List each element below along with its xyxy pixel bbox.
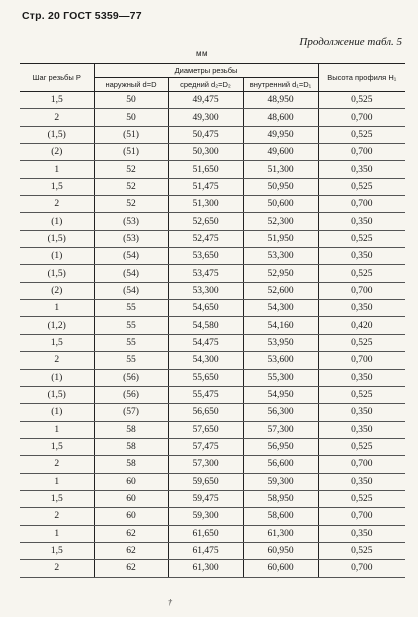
- cell-middle-diameter: 57,475: [168, 438, 243, 455]
- cell-outer-diameter: 55: [94, 300, 168, 317]
- cell-middle-diameter: 54,650: [168, 300, 243, 317]
- cell-outer-diameter: (54): [94, 282, 168, 299]
- cell-middle-diameter: 53,475: [168, 265, 243, 282]
- cell-profile-height: 0,700: [318, 109, 405, 126]
- cell-outer-diameter: (54): [94, 265, 168, 282]
- cell-inner-diameter: 48,600: [243, 109, 318, 126]
- cell-profile-height: 0,350: [318, 300, 405, 317]
- table-row: [20, 265, 405, 282]
- cell-inner-diameter: 60,600: [243, 560, 318, 577]
- table-continuation-label: Продолжение табл. 5: [299, 36, 402, 48]
- cell-outer-diameter: 50: [94, 109, 168, 126]
- cell-inner-diameter: 54,950: [243, 386, 318, 403]
- table-row: [20, 334, 405, 351]
- cell-middle-diameter: 50,475: [168, 126, 243, 143]
- cell-outer-diameter: (53): [94, 230, 168, 247]
- cell-pitch: 1,5: [20, 542, 94, 559]
- cell-inner-diameter: 52,300: [243, 213, 318, 230]
- cell-pitch: (1,5): [20, 386, 94, 403]
- cell-middle-diameter: 61,475: [168, 542, 243, 559]
- cell-middle-diameter: 57,650: [168, 421, 243, 438]
- cell-middle-diameter: 54,580: [168, 317, 243, 334]
- cell-middle-diameter: 51,650: [168, 161, 243, 178]
- table-row: [20, 196, 405, 213]
- table-row: [20, 92, 405, 109]
- table-row: [20, 317, 405, 334]
- cell-middle-diameter: 55,650: [168, 369, 243, 386]
- cell-middle-diameter: 53,650: [168, 248, 243, 265]
- cell-pitch: 1: [20, 421, 94, 438]
- header-inner-diameter: внутренний d₁=D₁: [243, 78, 318, 92]
- table-row: [20, 438, 405, 455]
- cell-outer-diameter: 52: [94, 161, 168, 178]
- cell-pitch: 1,5: [20, 438, 94, 455]
- cell-inner-diameter: 52,600: [243, 282, 318, 299]
- cell-pitch: 2: [20, 560, 94, 577]
- cell-pitch: 1: [20, 300, 94, 317]
- cell-pitch: 2: [20, 196, 94, 213]
- thread-dimensions-table: [20, 63, 405, 578]
- cell-outer-diameter: 58: [94, 456, 168, 473]
- cell-middle-diameter: 52,475: [168, 230, 243, 247]
- cell-profile-height: 0,700: [318, 560, 405, 577]
- page-header: [22, 6, 402, 48]
- cell-outer-diameter: (54): [94, 248, 168, 265]
- cell-pitch: (1,5): [20, 126, 94, 143]
- table-row: [20, 178, 405, 195]
- cell-profile-height: 0,350: [318, 369, 405, 386]
- table-row: [20, 369, 405, 386]
- cell-inner-diameter: 53,300: [243, 248, 318, 265]
- cell-inner-diameter: 60,950: [243, 542, 318, 559]
- table-row: [20, 542, 405, 559]
- table-row: [20, 144, 405, 161]
- table-row: [20, 404, 405, 421]
- table-row: [20, 352, 405, 369]
- cell-inner-diameter: 52,950: [243, 265, 318, 282]
- cell-outer-diameter: 55: [94, 352, 168, 369]
- cell-outer-diameter: (56): [94, 386, 168, 403]
- table-row: [20, 421, 405, 438]
- cell-profile-height: 0,525: [318, 438, 405, 455]
- cell-outer-diameter: (51): [94, 144, 168, 161]
- cell-profile-height: 0,525: [318, 178, 405, 195]
- cell-inner-diameter: 56,950: [243, 438, 318, 455]
- cell-profile-height: 0,350: [318, 404, 405, 421]
- table-row: [20, 473, 405, 490]
- cell-pitch: 1,5: [20, 334, 94, 351]
- cell-inner-diameter: 53,950: [243, 334, 318, 351]
- table-row: [20, 126, 405, 143]
- cell-middle-diameter: 59,650: [168, 473, 243, 490]
- table-row: [20, 300, 405, 317]
- table-row: [20, 560, 405, 577]
- table-row: [20, 213, 405, 230]
- cell-outer-diameter: 58: [94, 421, 168, 438]
- cell-pitch: 2: [20, 456, 94, 473]
- cell-outer-diameter: 62: [94, 560, 168, 577]
- cell-outer-diameter: 60: [94, 508, 168, 525]
- cell-inner-diameter: 48,950: [243, 92, 318, 109]
- cell-inner-diameter: 51,950: [243, 230, 318, 247]
- cell-profile-height: 0,700: [318, 352, 405, 369]
- cell-profile-height: 0,700: [318, 282, 405, 299]
- cell-pitch: (2): [20, 144, 94, 161]
- cell-inner-diameter: 58,600: [243, 508, 318, 525]
- cell-outer-diameter: (51): [94, 126, 168, 143]
- cell-outer-diameter: 52: [94, 196, 168, 213]
- cell-profile-height: 0,525: [318, 542, 405, 559]
- cell-pitch: (1,2): [20, 317, 94, 334]
- cell-inner-diameter: 50,600: [243, 196, 318, 213]
- cell-inner-diameter: 49,950: [243, 126, 318, 143]
- table-row: [20, 525, 405, 542]
- cell-profile-height: 0,700: [318, 196, 405, 213]
- cell-middle-diameter: 49,300: [168, 109, 243, 126]
- table-row: [20, 248, 405, 265]
- cell-inner-diameter: 57,300: [243, 421, 318, 438]
- cell-middle-diameter: 61,300: [168, 560, 243, 577]
- header-pitch: Шаг резьбы P: [20, 64, 94, 92]
- table-row: [20, 230, 405, 247]
- cell-outer-diameter: (57): [94, 404, 168, 421]
- cell-outer-diameter: 52: [94, 178, 168, 195]
- cell-pitch: 1: [20, 473, 94, 490]
- table-row: [20, 386, 405, 403]
- cell-outer-diameter: 60: [94, 473, 168, 490]
- cell-pitch: 2: [20, 352, 94, 369]
- cell-profile-height: 0,700: [318, 144, 405, 161]
- page-reference: Стр. 20 ГОСТ 5359—77: [22, 10, 142, 22]
- cell-outer-diameter: (56): [94, 369, 168, 386]
- cell-profile-height: 0,525: [318, 334, 405, 351]
- cell-pitch: (1,5): [20, 230, 94, 247]
- cell-profile-height: 0,700: [318, 456, 405, 473]
- cell-inner-diameter: 56,300: [243, 404, 318, 421]
- cell-pitch: (2): [20, 282, 94, 299]
- cell-outer-diameter: (53): [94, 213, 168, 230]
- cell-middle-diameter: 49,475: [168, 92, 243, 109]
- table-head: [20, 64, 405, 92]
- cell-profile-height: 0,525: [318, 92, 405, 109]
- cell-inner-diameter: 53,600: [243, 352, 318, 369]
- cell-middle-diameter: 56,650: [168, 404, 243, 421]
- header-outer-diameter: наружный d=D: [94, 78, 168, 92]
- cell-outer-diameter: 62: [94, 525, 168, 542]
- cell-middle-diameter: 50,300: [168, 144, 243, 161]
- cell-middle-diameter: 61,650: [168, 525, 243, 542]
- cell-middle-diameter: 57,300: [168, 456, 243, 473]
- cell-outer-diameter: 62: [94, 542, 168, 559]
- footer-mark: †: [168, 598, 172, 607]
- cell-profile-height: 0,525: [318, 230, 405, 247]
- cell-pitch: (1,5): [20, 265, 94, 282]
- cell-profile-height: 0,350: [318, 248, 405, 265]
- cell-profile-height: 0,350: [318, 161, 405, 178]
- table-row: [20, 109, 405, 126]
- cell-outer-diameter: 55: [94, 334, 168, 351]
- header-diameters-group: Диаметры резьбы: [94, 64, 318, 78]
- cell-profile-height: 0,525: [318, 490, 405, 507]
- cell-inner-diameter: 54,160: [243, 317, 318, 334]
- cell-outer-diameter: 60: [94, 490, 168, 507]
- cell-inner-diameter: 55,300: [243, 369, 318, 386]
- table-row: [20, 456, 405, 473]
- cell-middle-diameter: 54,475: [168, 334, 243, 351]
- cell-profile-height: 0,525: [318, 265, 405, 282]
- cell-middle-diameter: 54,300: [168, 352, 243, 369]
- cell-profile-height: 0,420: [318, 317, 405, 334]
- cell-pitch: (1): [20, 213, 94, 230]
- cell-pitch: 2: [20, 109, 94, 126]
- cell-profile-height: 0,700: [318, 508, 405, 525]
- cell-profile-height: 0,350: [318, 213, 405, 230]
- cell-inner-diameter: 56,600: [243, 456, 318, 473]
- cell-middle-diameter: 59,475: [168, 490, 243, 507]
- cell-inner-diameter: 54,300: [243, 300, 318, 317]
- cell-profile-height: 0,525: [318, 386, 405, 403]
- cell-profile-height: 0,350: [318, 473, 405, 490]
- header-middle-diameter: средний d₂=D₂: [168, 78, 243, 92]
- cell-outer-diameter: 55: [94, 317, 168, 334]
- cell-profile-height: 0,350: [318, 421, 405, 438]
- cell-pitch: (1): [20, 404, 94, 421]
- cell-outer-diameter: 58: [94, 438, 168, 455]
- table-row: [20, 490, 405, 507]
- cell-pitch: 1: [20, 525, 94, 542]
- cell-inner-diameter: 49,600: [243, 144, 318, 161]
- cell-inner-diameter: 59,300: [243, 473, 318, 490]
- header-profile-height: Высота профиля H₁: [318, 64, 405, 92]
- cell-pitch: 1,5: [20, 490, 94, 507]
- cell-inner-diameter: 58,950: [243, 490, 318, 507]
- cell-middle-diameter: 51,475: [168, 178, 243, 195]
- cell-middle-diameter: 51,300: [168, 196, 243, 213]
- cell-profile-height: 0,525: [318, 126, 405, 143]
- cell-pitch: 1: [20, 161, 94, 178]
- cell-pitch: (1): [20, 369, 94, 386]
- cell-pitch: 1,5: [20, 178, 94, 195]
- cell-inner-diameter: 50,950: [243, 178, 318, 195]
- table-body: [20, 92, 405, 578]
- table-row: [20, 282, 405, 299]
- cell-profile-height: 0,350: [318, 525, 405, 542]
- cell-middle-diameter: 59,300: [168, 508, 243, 525]
- unit-label: мм: [196, 49, 208, 58]
- cell-inner-diameter: 61,300: [243, 525, 318, 542]
- cell-outer-diameter: 50: [94, 92, 168, 109]
- cell-middle-diameter: 52,650: [168, 213, 243, 230]
- table-row: [20, 508, 405, 525]
- cell-inner-diameter: 51,300: [243, 161, 318, 178]
- cell-pitch: (1): [20, 248, 94, 265]
- cell-middle-diameter: 53,300: [168, 282, 243, 299]
- table-row: [20, 161, 405, 178]
- cell-pitch: 2: [20, 508, 94, 525]
- cell-pitch: 1,5: [20, 92, 94, 109]
- cell-middle-diameter: 55,475: [168, 386, 243, 403]
